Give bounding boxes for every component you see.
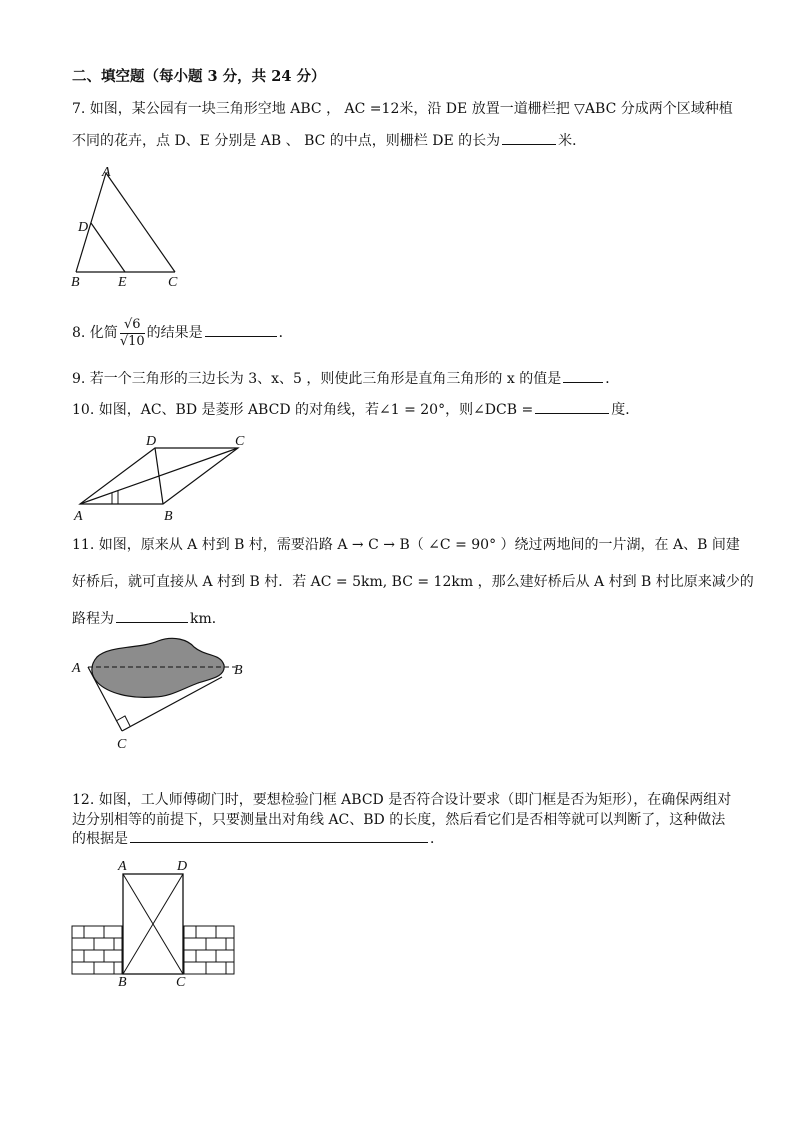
door-frame-figure-q12	[70, 858, 240, 990]
answer-blank-11[interactable]	[116, 608, 188, 623]
question-12-line-1: 12. 如图，工人师傅砌门时，要想检验门框 ABCD 是否符合设计要求（即门框是否为矩形），在确保两组对	[72, 792, 732, 808]
answer-blank-7[interactable]	[502, 130, 556, 145]
question-10-unit: 度．	[611, 402, 640, 418]
lake-shape	[92, 638, 224, 697]
question-8-end: ．	[278, 325, 293, 341]
question-7-unit: 米．	[558, 133, 587, 149]
fraction-numerator: √6	[120, 317, 145, 334]
segment-ac	[106, 173, 175, 272]
label-b: B	[234, 663, 243, 678]
question-12-line-3	[72, 828, 444, 849]
question-7-line-2	[72, 130, 586, 151]
diagonal-bd	[155, 448, 163, 504]
answer-blank-9[interactable]	[563, 368, 603, 383]
answer-blank-8[interactable]	[205, 322, 277, 337]
label-d: D	[78, 220, 89, 235]
question-8-suffix: 的结果是	[146, 325, 203, 341]
label-b: B	[164, 509, 173, 524]
label-a: A	[102, 165, 111, 180]
question-11-line-3	[72, 608, 226, 629]
triangle-figure-q7	[70, 164, 190, 290]
question-10	[72, 399, 639, 420]
question-9-text: 9. 若一个三角形的三边长为 3、x、5 ，则使此三角形是直角三角形的 x 的值是	[72, 371, 562, 387]
label-d: D	[177, 859, 188, 874]
label-e: E	[118, 275, 127, 290]
answer-blank-10[interactable]	[535, 399, 609, 414]
question-9-end: ．	[605, 371, 620, 387]
rhombus-figure-q10	[70, 428, 260, 524]
section-heading: 二、填空题（每小题 3 分，共 24 分）	[72, 68, 326, 85]
label-b: B	[118, 975, 127, 990]
label-c: C	[117, 737, 127, 752]
label-d: D	[146, 434, 157, 449]
left-brick-wall	[72, 926, 122, 974]
question-11-unit: km．	[190, 611, 226, 627]
right-brick-wall	[184, 926, 234, 974]
answer-blank-12[interactable]	[130, 828, 428, 843]
label-c: C	[235, 434, 245, 449]
question-8	[72, 316, 293, 350]
question-12-line-2: 边分别相等的前提下，只要测量出对角线 AC、BD 的长度，然后看它们是否相等就可以判断了，这种做法	[72, 812, 726, 828]
fraction-denominator: √10	[119, 333, 145, 349]
lake-figure-q11	[70, 635, 255, 753]
label-a: A	[72, 661, 81, 676]
fraction-sqrt6-over-sqrt10	[120, 317, 145, 350]
question-12-end: ．	[430, 831, 444, 847]
label-c: C	[176, 975, 186, 990]
question-9	[72, 368, 619, 389]
label-c: C	[168, 275, 178, 290]
question-11-line-1: 11. 如图，原来从 A 村到 B 村，需要沿路 A → C → B（ ∠C = 90° ）绕过两地间的一片湖，在 A、B 间建	[72, 537, 740, 553]
question-11-text: 路程为	[72, 611, 114, 627]
question-10-text: 10. 如图，AC、BD 是菱形 ABCD 的对角线，若∠1 = 20°，则∠DCB =	[72, 402, 534, 418]
question-7-text: 不同的花卉，点 D、E 分别是 AB 、 BC 的中点，则栅栏 DE 的长为	[72, 133, 501, 149]
label-b: B	[71, 275, 80, 290]
question-11-line-2: 好桥后，就可直接从 A 村到 B 村．若 AC = 5km, BC = 12km ，那么建好桥后从 A 村到 B 村比原来减少的	[72, 574, 754, 590]
question-12-text: 的根据是	[72, 831, 128, 847]
question-7-line-1: 7. 如图，某公园有一块三角形空地 ABC ， AC =12米，沿 DE 放置一道栅栏把 ▽ABC 分成两个区域种植	[72, 101, 733, 117]
label-a: A	[118, 859, 127, 874]
segment-de	[91, 223, 125, 272]
label-a: A	[74, 509, 83, 524]
question-8-prefix: 8. 化简	[72, 325, 118, 341]
